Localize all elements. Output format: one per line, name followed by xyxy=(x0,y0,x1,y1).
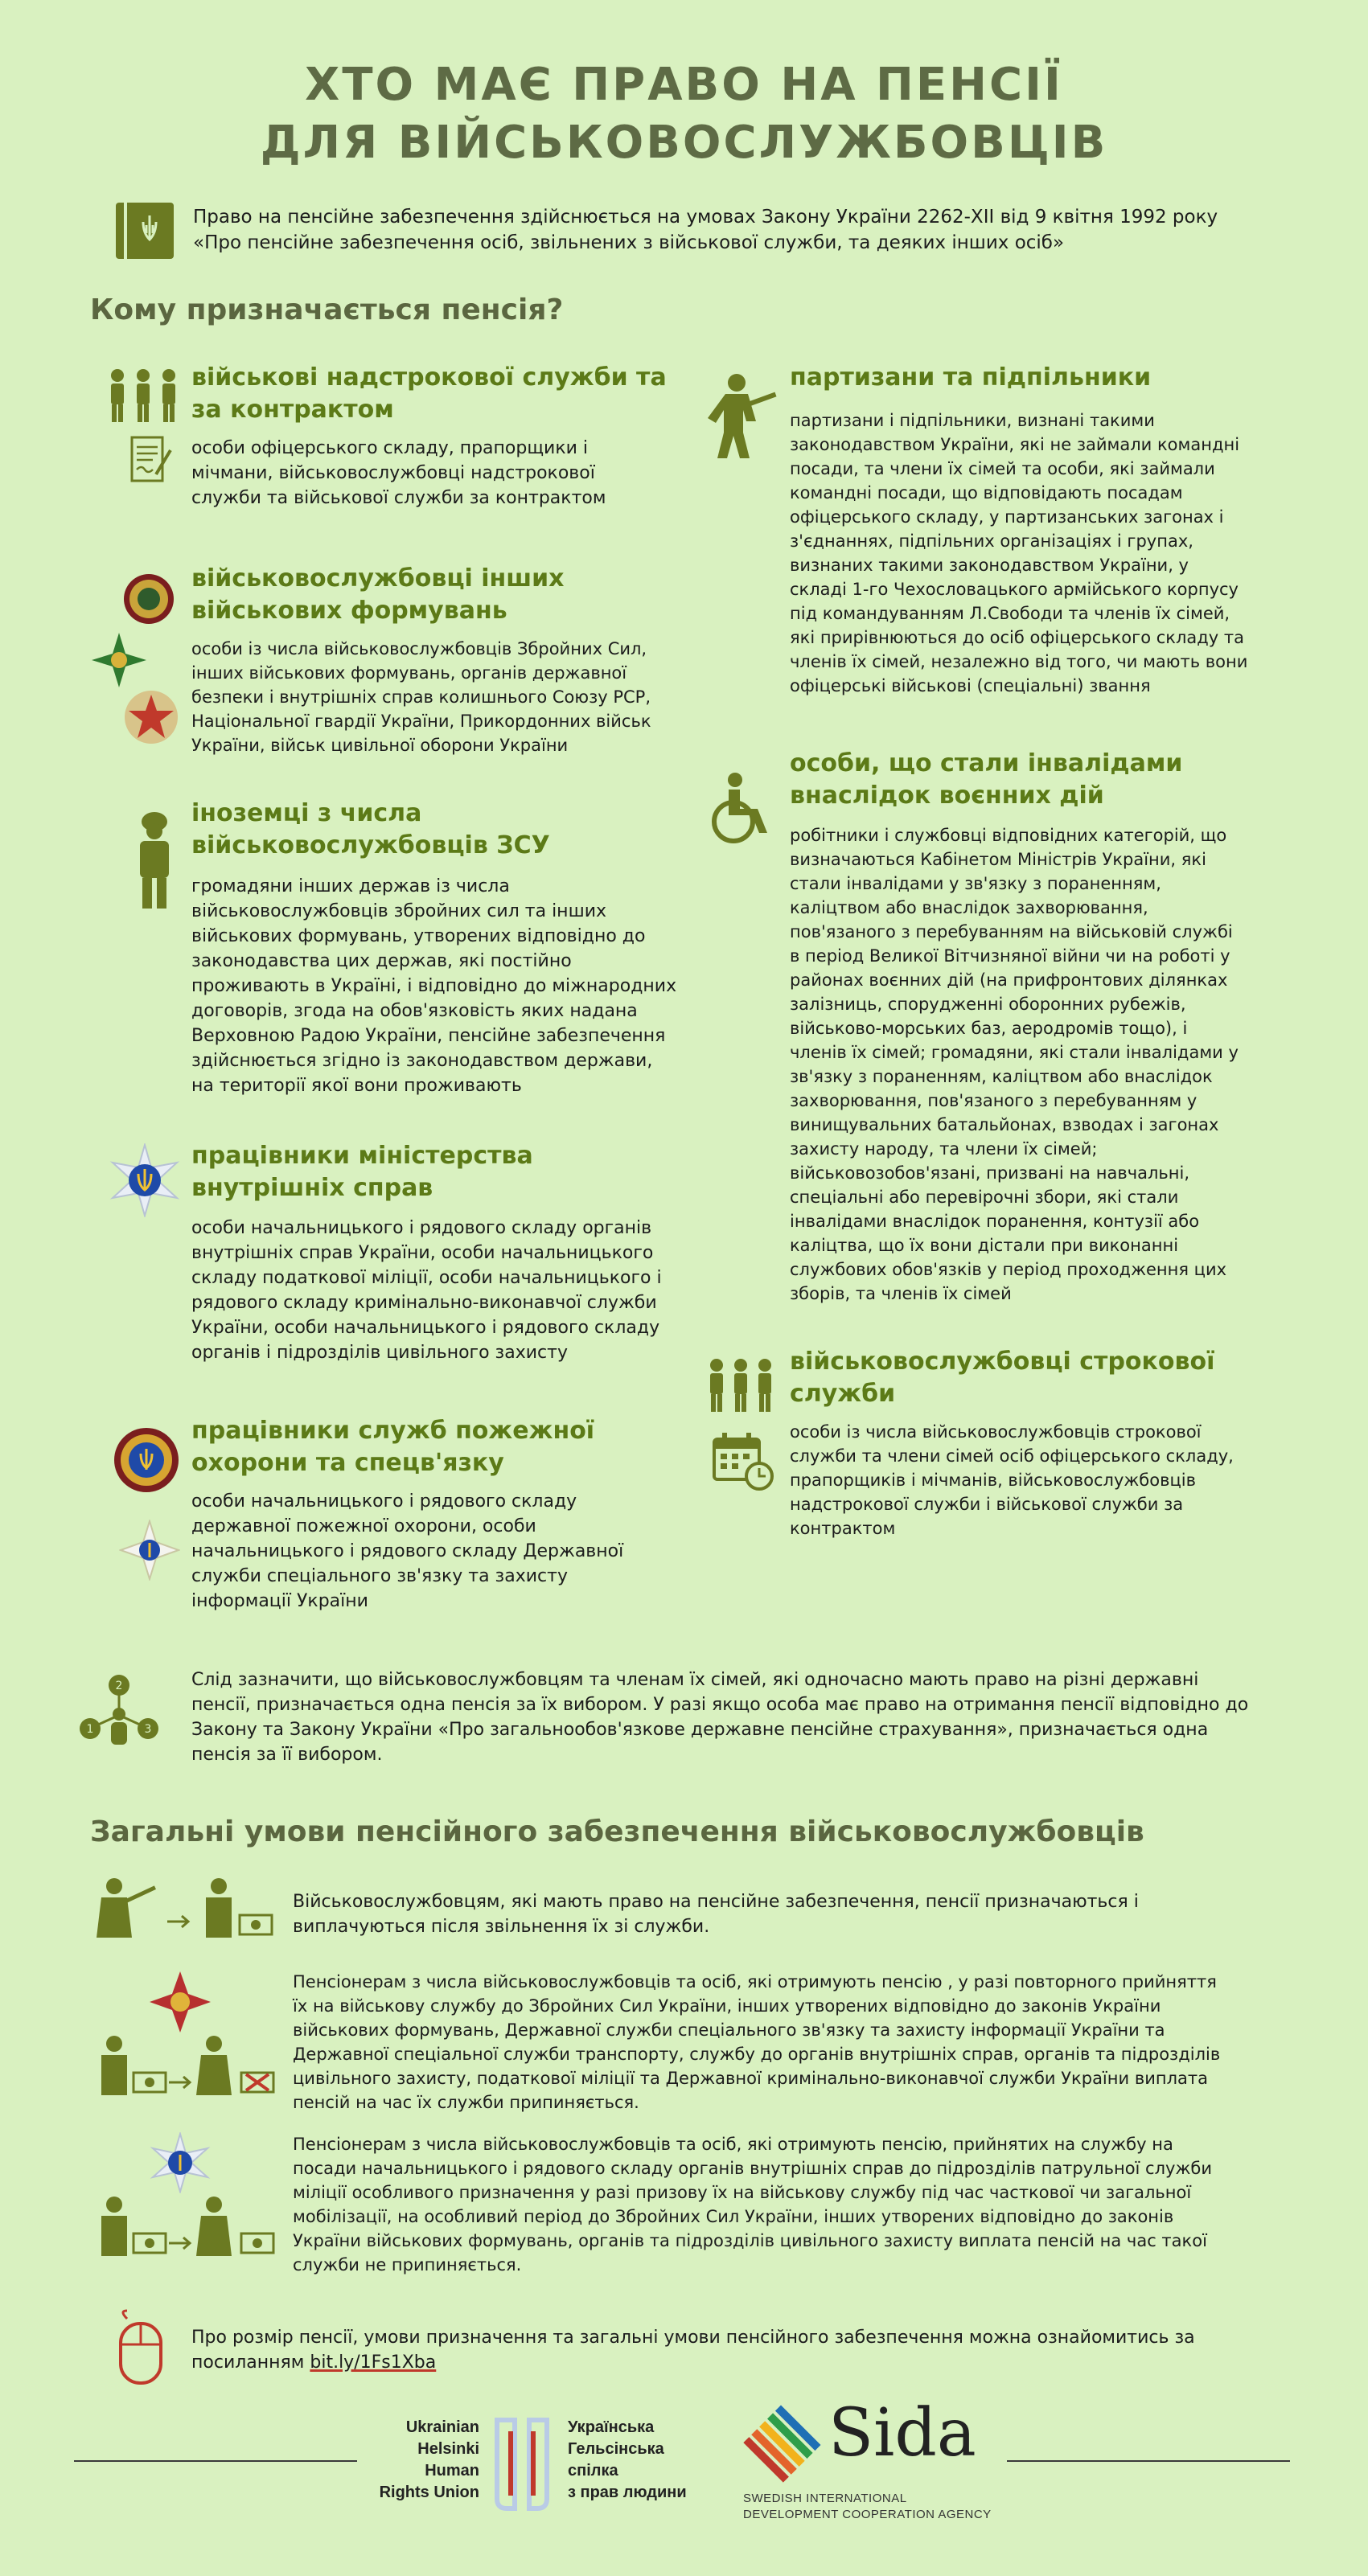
soldier-to-civilian-icon xyxy=(90,1875,278,1939)
svg-text:1: 1 xyxy=(86,1723,94,1736)
section-title-who: Кому призначається пенсія? xyxy=(90,293,564,326)
armed-forces-cross-icon xyxy=(148,1970,212,2034)
svg-text:3: 3 xyxy=(144,1723,152,1736)
condition-text-1: Військовослужбовцям, які мають право на пенсійне забезпечення, пенсії призначаються і виплачуються після звільнення їх зі служби. xyxy=(293,1892,1139,1937)
pension-suspended-icon xyxy=(90,2032,278,2097)
special-communications-emblem-icon xyxy=(119,1520,180,1581)
police-star-emblem-icon xyxy=(108,1143,182,1217)
pension-continues-icon xyxy=(90,2193,278,2258)
uhu-logo-icon xyxy=(486,2415,558,2515)
sida-logo-icon xyxy=(740,2404,822,2486)
law-reference: Право на пенсійне забезпечення здійснюється на умовах Закону України 2262-XII від 9 квітня 1992 року «Про пенсійне забезпечення осіб, звільнених з військової служби, та деяких інших осіб» xyxy=(193,207,1218,253)
wheelchair-icon xyxy=(708,772,777,846)
calendar-clock-icon xyxy=(711,1431,775,1492)
condition-text-2: Пенсіонерам з числа військовослужбовців та осіб, які отримують пенсію , у разі повторного прийняття їх на військову службу до Збройних Сил України, інших утворених відповідно до законів України військових формувань, Державної служби спеціального зв'язку та захисту інформації України та Державної спеціальної служби транспорту, службу до органів внутрішніх справ, органів та підрозділів цивільного захисту, податкової міліції та Державної кримінально-виконавчої служби України виплата пенсій на час їх служби припиняється. xyxy=(293,1972,1221,2112)
partisan-soldier-icon xyxy=(701,371,778,460)
border-guard-cross-icon xyxy=(90,631,148,689)
divider-right xyxy=(1007,2460,1290,2462)
mouse-icon xyxy=(113,2309,169,2386)
category-heading-disabled: особи, що стали інвалідами внаслідок воєнних дій xyxy=(790,749,1183,810)
sida-wordmark: Sida xyxy=(828,2395,976,2471)
police-emblem-small-icon xyxy=(150,2132,211,2193)
category-heading-fire-comms: працівники служб пожежної охорони та спецв'язку xyxy=(191,1417,595,1477)
law-book-icon xyxy=(113,201,177,262)
uhu-name-en: Ukrainian Helsinki Human Rights Union xyxy=(379,2418,479,2501)
category-heading-interior: працівники міністерства внутрішніх справ xyxy=(191,1142,533,1202)
uhu-name-ua: Українська Гельсінська спілка з прав людини xyxy=(568,2418,687,2501)
section-title-conditions: Загальні умови пенсійного забезпечення військовослужбовців xyxy=(90,1815,1144,1848)
category-text-fire-comms: особи начальницького і рядового складу державної пожежної охорони, особи начальницького і рядового складу Державної служби спеціального зв'язку та захисту інформації України xyxy=(191,1491,624,1611)
category-heading-partisans: партизани та підпільники xyxy=(790,363,1152,392)
note-text: Слід зазначити, що військовослужбовцям та членам їх сімей, які одночасно мають право на різні державні пенсії, призначається одна пенсія за їх вибором. У разі якщо особа має право на отримання пенсії відповідно до Закону та Закону України «Про загальнообов'язкове державне пенсійне страхування», призначається одна пенсія за її вибором. xyxy=(191,1670,1249,1765)
info-link[interactable]: bit.ly/1Fs1Xba xyxy=(310,2352,437,2373)
soldier-helmet-icon xyxy=(132,810,177,910)
category-text-interior: особи начальницького і рядового складу органів внутрішніх справ України, особи начальницького складу податкової міліції, особи начальницького і рядового складу кримінально-виконавчої служби України, особи начальницького і рядового складу органів і підрозділів цивільного захисту xyxy=(191,1218,662,1363)
choice-diagram-icon xyxy=(77,1672,161,1756)
svg-text:2: 2 xyxy=(115,1680,123,1692)
red-star-emblem-icon xyxy=(122,688,180,746)
divider-left xyxy=(74,2460,357,2462)
sida-subtitle: SWEDISH INTERNATIONAL DEVELOPMENT COOPERATION AGENCY xyxy=(743,2492,992,2521)
category-heading-foreigners: іноземці з числа військовослужбовців ЗСУ xyxy=(191,799,550,859)
fire-service-emblem-icon xyxy=(113,1426,180,1494)
page-title: ХТО МАЄ ПРАВО НА ПЕНСІЇ ДЛЯ ВІЙСЬКОВОСЛУЖБОВЦІВ xyxy=(260,59,1108,169)
condition-text-3: Пенсіонерам з числа військовослужбовців та осіб, які отримують пенсію, прийнятих на службу на посади начальницького і рядового складу органів внутрішніх справ до підрозділів патрульної служби міліції особливого призначення у разі призову їх на військову службу під час часткової чи загальної мобілізації, на особливий період до Збройних Сил України, інших утворених відповідно до законів України військових формувань, органів та підрозділів цивільного захисту виплата пенсій на час такої служби не припиняється. xyxy=(293,2135,1212,2275)
category-heading-other-formations: військовослужбовці інших військових формувань xyxy=(191,564,565,625)
category-text-other-formations: особи із числа військовослужбовців Збройних Сил, інших військових формувань, органів державної безпеки і внутрішніх справ колишнього Союзу РСР, Національної гвардії України, Прикордонних військ України, військ цивільної оборони України xyxy=(191,639,651,755)
document-pen-icon xyxy=(129,434,174,486)
category-text-disabled: робітники і службовці відповідних категорій, що визначаються Кабінетом Міністрів України, які стали інвалідами у зв'язку з пораненням, каліцтвом або внаслідок захворювання, пов'язаного з перебуванням на військовій службі в період Великої Вітчизняної війни чи на роботі у районах воєнних дій (на прифронтових ділянках залізниць, спорудженні оборонних рубежів, військово-морських баз, аеродромів тощо), і членів їх сімей; громадяни, які стали інвалідами у зв'язку з пораненням, каліцтвом або внаслідок захворювання, пов'язаного з перебуванням у винищувальних батальйонах, взводах і загонах захисту народу, та члени їх сімей; військовозобов'язані, призвані на навчальні, спеціальні або перевірочні збори, які стали інвалідами внаслідок поранення, контузії або каліцтва, що їх вони дістали при виконанні службових обов'язків у період проходження цих зборів, та членів їх сімей xyxy=(790,826,1239,1303)
emblem-badge-icon xyxy=(122,572,175,626)
soldiers-group-icon xyxy=(705,1357,777,1413)
category-text-partisans: партизани і підпільники, визнані такими законодавством України, які не займали командні посади, та члени їх сімей та особи, які займали командні посади, що відповідають посадам офіцерського складу, у партизанських загонах і з'єднаннях, підпільних організаціях і групах, визнаних такими законодавством України, у складі 1-го Чехословацького армійського корпусу під командуванням Л.Свободи та членів їх сімей, які прирівнюються до осіб офіцерського складу та членів їх сімей, незалежно від того, чи мають вони офіцерські військові (спеціальні) звання xyxy=(790,411,1248,695)
footer-info: Про розмір пенсії, умови призначення та загальні умови пенсійного забезпечення можна ознайомитись за посиланням bit.ly/1Fs1Xba xyxy=(191,2328,1195,2373)
category-text-contract: особи офіцерського складу, прапорщики і мічмани, військовослужбовці надстрокової служби та військової служби за контрактом xyxy=(191,438,606,508)
category-text-conscripts: особи із числа військовослужбовців строкової служби та члени сімей осіб офіцерського складу, прапорщиків і мічманів, військовослужбовців надстрокової служби і військової служби за контрактом xyxy=(790,1422,1234,1538)
category-heading-contract: військові надстрокової служби та за контрактом xyxy=(191,363,667,424)
soldiers-salute-icon xyxy=(105,366,182,424)
category-text-foreigners: громадяни інших держав із числа військовослужбовців збройних сил та інших військових формувань, утворених відповідно до законодавства цих держав, які постійно проживають в Україні, і відповідно до міжнародних договорів, згода на обов'язковість яких надана Верховною Радою України, пенсійне забезпечення здійснюється згідно із законодавством держави, на території якої вони проживають xyxy=(191,876,677,1096)
category-heading-conscripts: військовослужбовці строкової служби xyxy=(790,1347,1215,1408)
